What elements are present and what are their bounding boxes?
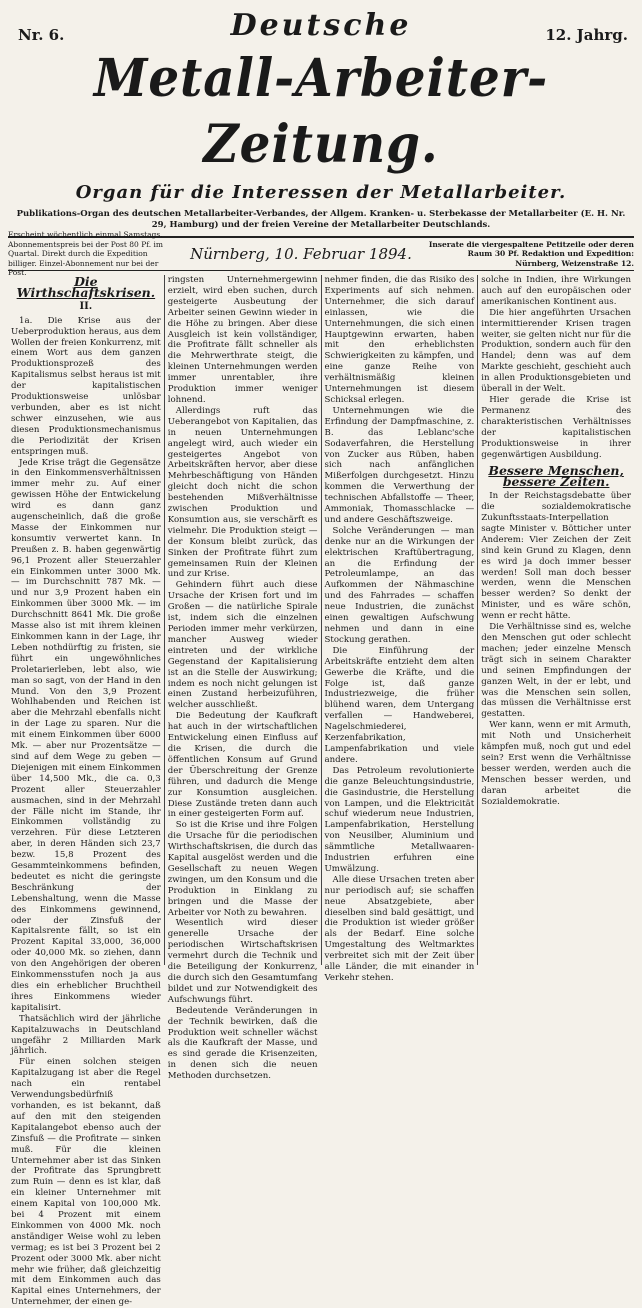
paragraph: solche in Indien, ihre Wirkungen auch auf den europäischen oder amerikanischen Kontinent aus. xyxy=(481,275,631,307)
text-columns xyxy=(8,274,634,1308)
paragraph: Alle diese Ursachen treten aber nur periodisch auf; sie schaffen neue Absatzgebiete, aber dieselben sind bald gesättigt, und die Produktion ist wieder größer als der Bedarf. Eine solche Umgestaltung des Weltmarktes verbreitet sich mit der Zeit über alle Länder, die mit einander in Verkehr stehen. xyxy=(324,874,475,983)
article2-headline: Bessere Menschen, bessere Zeiten. xyxy=(488,463,624,490)
paragraph: Die Bedeutung der Kaufkraft hat auch in der wirtschaftlichen Entwickelung einen Einfluss auf die Krisen, die durch die öffentlichen Konsum auf Grund der Überschreitung der Grenze führen, und dadurch die Menge zur Konsumtion ausgleichen. Diese Zustände treten dann auch in einer gesteigerten Form auf. xyxy=(167,711,318,820)
paragraph: Jede Krise trägt die Gegensätze in den Einkommensverhältnissen immer mehr zu. Auf einer gewissen Höhe der Entwickelung wird es dann ganz augenscheinlich, daß die große Masse der Einkommen nur konsumtiv verwertet kann. In Preußen z. B. haben gegenwärtig 96,1 Prozent aller Steuerzahler ein Einkommen unter 3000 Mk. — im Durchschnitt 787 Mk. — und nur 3,9 Prozent haben ein Einkommen über 3000 Mk. — im Durchschnitt 8641 Mk. Die große Masse also ist mit ihrem kleinen Einkommen kann in der Lage, ihr Leben nothdürftig zu fristen, sie führt ein ungewöhnliches Proletarierleben, lebt also, wie man so sagt, von der Hand in den Mund. Von den 3,9 Prozent Wohlhabenden und Reichen ist aber die Mehrzahl ebenfalls nicht in der Lage zu sparen. Nur die mit einem Einkommen über 6000 Mk. — aber nur Prozentsätze — sind auf dem Wege zu geben — Diejenigen mit einem Einkommen über 14,500 Mk., die ca. 0,3 Prozent aller Steuerzahler ausmachen, sind in der Mehrzahl der Fälle nicht im Stande, ihr Einkommen vollständig zu verzehren. Für diese Letzteren aber, in deren Händen sich 23,7 bezw. 15,8 Prozent des Gesammteinkommens befinden, bedeutet es nicht die geringste Beschränkung der Lebenshaltung, wenn die Masse des Einkommens gewinnend, oder der Zinsfuß der Kapitalsrente fällt, so ist ein Prozent Kapital 33,000, 36,000 oder 40,000 Mk. so ziehen, dann von den Angehörigen der oberen Einkommensstufen noch ja aus dies ein erheblicher Bruchtheil ihres Einkommens wieder kapitalisirt. xyxy=(11,457,161,1013)
dateline: Nürnberg, 10. Februar 1894. xyxy=(190,245,412,263)
masthead-title: Metall-Arbeiter-Zeitung. xyxy=(93,48,549,175)
paragraph: Solche Veränderungen — man denke nur an die Wirkungen der elektrischen Kraftübertragung, an die Erfindung der Petroleumlampe, an das Aufkommen der Nähmaschine und des Fahrrades — schaffen neue Industrien, die zunächst einen gewaltigen Aufschwung nehmen und dann in eine Stockung gerathen. xyxy=(324,525,475,645)
paragraph: 1a. Die Krise aus der Ueberproduktion heraus, aus dem Wollen der freien Konkurrenz, mit einem Wort aus dem ganzen Produktionsprozeß des Kapitalismus selbst heraus ist mit der kapitalistischen Produktionsweise unlösbar verbunden, aber es ist nicht schwer einzusehen, wie aus diesen Produktionsmechanismus die Periodizität der Krisen entspringen muß. xyxy=(11,315,161,457)
paragraph: Gehindern führt auch diese Ursache der Krisen fort und im Großen — die natürliche Spirale ist, indem sich die einzelnen Perioden immer mehr verkürzen, mancher Ausweg wieder eintreten und der wirkliche Gegenstand der Kapitalisierung ist an die Stelle der Auswirkung; indem es noch nicht gelungen ist einen Zustand herbeizuführen, welcher ausschließt. xyxy=(167,580,318,711)
article-part: II. xyxy=(79,300,93,312)
info-bar xyxy=(8,230,634,278)
volume-number: 12. Jahrg. xyxy=(545,26,628,44)
masthead-kicker: Deutsche xyxy=(230,8,412,43)
paragraph: So ist die Krise und ihre Folgen die Ursache für die periodischen Wirthschaftskrisen, die durch das Kapital ausgelöst werden und die Gesellschaft zu neuen Wegen zwingen, um den Konsum und die Produktion in Einklang zu bringen und die Masse der Arbeiter vor Noth zu bewahren. xyxy=(167,820,318,918)
article-headline: Die Wirthschaftskrisen. xyxy=(16,274,156,300)
paragraph: Unternehmungen wie die Erfindung der Dampfmaschine, z. B. das Leblanc'sche Sodaverfahren, die Herstellung von Zucker aus Rüben, haben sich nach anfänglichen Mißerfolgen durchgesetzt. Hinzu kommen die Verwerthung der technischen Abfallstoffe — Theer, Ammoniak, Thomasschlacke — und andere Geschäftszweige. xyxy=(324,405,475,525)
publication-line: Publikations-Organ des deutschen Metallarbeiter-Verbandes, der Allgem. Kranken- u. Sterbekasse der Metallarbeiter (E. H. Nr. 29, Hamburg) und der freien Vereine der Metallarbeiter Deutschlands. xyxy=(16,209,626,230)
paragraph: Wesentlich wird dieser generelle Ursache der periodischen Wirtschaftskrisen vermehrt durch die Technik und die Beteiligung der Konkurrenz, die durch sich den Gesamtumfang bildet und zur Notwendigkeit des Aufschwungs führt. xyxy=(167,918,318,1005)
paragraph: Allerdings ruft das Ueberangebot von Kapitalien, das in neuen Unternehmungen angelegt wird, auch wieder ein gesteigertes Angebot von Arbeitskräften hervor, aber diese Mehrbeschäftigung von Händen gleicht doch nicht die schon bestehenden Mißverhältnisse zwischen Produktion und Konsumtion aus, sie verschärft es vielmehr. Die Produktion steigt — der Konsum bleibt zurück, das Sinken der Profitrate führt zum gemeinsamen Ruin der Kleinen und zur Krise. xyxy=(167,405,318,580)
paragraph: Bedeutende Veränderungen in der Technik bewirken, daß die Produktion weit schneller wächst als die Kaufkraft der Masse, und es sind gerade die Krisenzeiten, in denen sich die neuen Methoden durchsetzen. xyxy=(167,1005,318,1082)
paragraph: Die Einführung der Arbeitskräfte entzieht dem alten Gewerbe die Kräfte, und die Folge ist, daß ganze Industriezweige, die früher blühend waren, dem Untergang verfallen — Handweberei, Nagelschmiederei, Kerzenfabrikation, Lampenfabrikation und viele andere. xyxy=(324,645,475,765)
paragraph: Die hier angeführten Ursachen intermittierender Krisen tragen weiter, sie gelten nicht nur für die Produktion, sondern auch für den Handel; denn was auf dem Markte geschieht, geschieht auch in allen Produktionsgebieten und überall in der Welt. xyxy=(481,307,631,395)
subscription-info: Erscheint wöchentlich einmal Samstags. Abonnementspreis bei der Post 80 Pf. im Quartal. Direkt durch die Expedition billiger. Einzel-Abonnement nur bei der Post. xyxy=(8,230,164,278)
paragraph: Die Verhältnisse sind es, welche den Menschen gut oder schlecht machen; jeder einzelne Mensch trägt sich in seinem Charakter und seinen Empfindungen der ganzen Welt, in der er lebt, und was die Menschen sein sollen, das müssen die Verhältnisse erst gestatten. xyxy=(481,622,631,720)
paragraph: Hier gerade die Krise ist Permanenz des charakteristischen Verhältnisses der kapitalistischen Produktionsweise in ihrer gegenwärtigen Ausbildung. xyxy=(481,394,631,460)
column-2 xyxy=(164,275,321,1082)
column-4 xyxy=(477,275,634,965)
column-3 xyxy=(321,275,478,983)
masthead-top xyxy=(8,4,634,44)
advertising-info: Inserate die viergespaltene Petitzeile oder deren Raum 30 Pf. Redaktion und Expedition: Nürnberg, Weizenstraße 12. xyxy=(428,239,634,268)
paragraph: In der Reichstagsdebatte über die sozialdemokratische Zukunftsstaats-Interpellation sagte Minister v. Bötticher unter Anderem: Vier Zeichen der Zeit sind kein Grund zu Klagen, denn es wird ja doch immer besser werden! Soll man doch besser werden, wenn die Menschen besser werden? So denkt der Minister, und es wäre schön, wenn er recht hätte. xyxy=(481,491,631,622)
paragraph: Thatsächlich wird der jährliche Kapitalzuwachs in Deutschland ungefähr 2 Milliarden Mark jährlich. xyxy=(11,1013,161,1057)
issue-number: Nr. 6. xyxy=(18,26,65,44)
paragraph: ringsten Unternehmergewinn erzielt, wird eben suchen, durch gesteigerte Ausbeutung der Arbeiter seinen Gewinn wieder in die Höhe zu bringen. Aber diese Ausgleich ist kein vollständiger, die Profitrate fällt schneller als die Mehrwerthrate steigt, die kleinen Unternehmungen werden immer unrentabler, ihre Produktion immer weniger lohnend. xyxy=(167,275,318,405)
newspaper-page xyxy=(8,4,634,1308)
paragraph: Das Petroleum revolutionierte die ganze Beleuchtungsindustrie, die Gasindustrie, die Herstellung von Lampen, und die Elektricität schuf wiederum neue Industrien, Lampenfabrikation, Herstellung von Neusilber, Aluminium und sämmtliche Metallwaaren-Industrien erfuhren eine Umwälzung. xyxy=(324,765,475,874)
paragraph: Für einen solchen steigen Kapitalzugang ist aber die Regel nach ein rentabel Verwendungsbedürfniß vorhanden, es ist bekannt, daß auf den mit den steigenden Kapitalangebot ebenso auch der Zinsfuß — die Profitrate — sinken muß. Für die kleinen Unternehmer aber ist das Sinken der Profitrate das Sprungbrett zum Ruin — denn es ist klar, daß ein kleiner Unternehmer mit einem Kapital von 100,000 Mk. bei 4 Prozent mit einem Einkommen von 4000 Mk. noch anständiger Weise wohl zu leben vermag; es ist bei 3 Prozent bei 2 Prozent oder 3000 Mk. aber nicht mehr wie früher, daß gleichzeitig mit dem Einkommen auch das Kapital eines Unternehmers, der Unternehmer, der einen ge- xyxy=(11,1057,161,1308)
column-1 xyxy=(8,274,164,1308)
masthead-subtitle: Organ für die Interessen der Metallarbeiter. xyxy=(75,182,567,203)
paragraph: nehmer finden, die das Risiko des Experiments auf sich nehmen. Unternehmer, die sich darauf einlassen, wie die Unternehmungen, die sich einen Hauptgewinn erwarten, haben mit den erheblichsten Schwierigkeiten zu kämpfen, und eine ganze Reihe von verhältnismäßig kleinen Unternehmungen ist diesem Schicksal erlegen. xyxy=(324,275,475,405)
paragraph: Wer kann, wenn er mit Armuth, mit Noth und Unsicherheit kämpfen muß, noch gut und edel sein? Erst wenn die Verhältnisse besser werden, werden auch die Menschen besser werden, und daran arbeitet die Sozialdemokratie. xyxy=(481,720,631,807)
